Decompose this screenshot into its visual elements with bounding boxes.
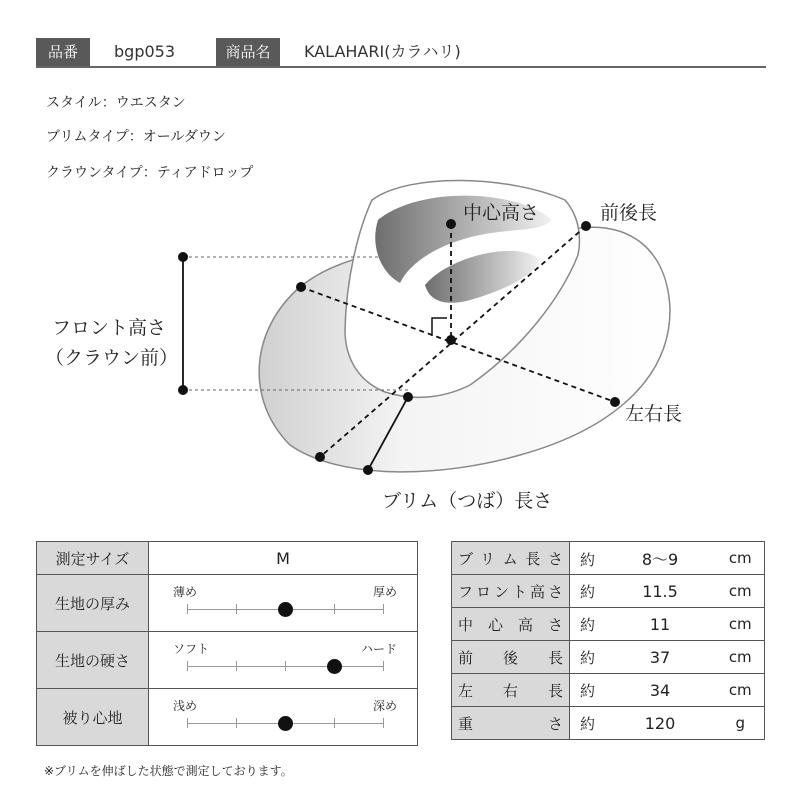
label-front-height: フロント高さ	[52, 317, 167, 339]
measure-unit: cm	[717, 542, 765, 575]
measure-label: 中心高さ	[458, 615, 563, 634]
measure-unit: cm	[717, 641, 765, 674]
table-row	[452, 707, 765, 740]
fit-depth-scale	[149, 689, 417, 745]
scale-low-label: 浅め	[173, 699, 198, 713]
spec-style: スタイル：ウエスタン	[46, 95, 186, 111]
attribute-label: 生地の硬さ	[37, 632, 149, 689]
scale-low-label: 薄め	[173, 585, 198, 599]
table-row	[37, 542, 418, 575]
measure-value: 120	[644, 713, 676, 733]
label-front-height-crown: （クラウン前）	[45, 347, 179, 369]
attribute-label: 被り心地	[37, 689, 149, 746]
label-front-back-length: 前後長	[600, 202, 658, 224]
fabric-attributes-table	[36, 541, 418, 746]
scale-low-label: ソフト	[173, 642, 210, 656]
measure-label: 前後長	[458, 648, 563, 667]
measure-unit: cm	[717, 608, 765, 641]
measure-value: 11	[649, 614, 671, 634]
table-row	[452, 608, 765, 641]
label-side-length: 左右長	[625, 403, 683, 425]
table-row	[452, 542, 765, 575]
approx-label: 約	[580, 615, 596, 634]
scale-marker	[278, 716, 293, 731]
stiffness-scale	[149, 632, 417, 688]
label-center-height: 中心高さ	[463, 202, 540, 224]
measure-unit: cm	[717, 575, 765, 608]
scale-high-label: ハード	[360, 642, 397, 656]
measure-value: 8〜9	[641, 549, 679, 569]
table-row	[452, 575, 765, 608]
table-row	[37, 575, 418, 632]
measure-label: 左右長	[458, 681, 563, 700]
scale-high-label: 厚め	[372, 585, 397, 599]
scale-marker	[278, 602, 293, 617]
spec-crown-type: クラウンタイプ：ティアドロップ	[46, 165, 254, 181]
approx-label: 約	[580, 648, 596, 667]
measure-value: 37	[649, 647, 671, 667]
measure-label: 重さ	[458, 714, 563, 733]
size-value: M	[149, 542, 418, 575]
scale-marker	[327, 659, 342, 674]
measurement-note: ※ブリムを伸ばした状態で測定しております。	[44, 764, 293, 778]
approx-label: 約	[580, 681, 596, 700]
spec-brim-type: ブリムタイプ：オールダウン	[46, 129, 226, 145]
table-row	[452, 641, 765, 674]
table-row	[37, 632, 418, 689]
measure-label: ブリム長さ	[458, 549, 563, 568]
product-name-label: 商品名	[216, 38, 280, 66]
item-number: bgp053	[114, 42, 176, 61]
attribute-label: 生地の厚み	[37, 575, 149, 632]
size-label: 測定サイズ	[37, 542, 149, 575]
measure-value: 11.5	[642, 581, 678, 601]
measure-value: 34	[649, 680, 671, 700]
measure-unit: g	[717, 707, 765, 740]
thickness-scale	[149, 575, 417, 631]
approx-label: 約	[580, 582, 596, 601]
measurements-table	[451, 541, 765, 740]
scale-high-label: 深め	[372, 699, 397, 713]
item-number-label: 品番	[36, 38, 90, 66]
product-name: KALAHARI(カラハリ)	[304, 42, 461, 61]
measure-label: フロント高さ	[458, 582, 563, 601]
table-row	[37, 689, 418, 746]
label-brim-length: ブリム（つば）長さ	[382, 490, 553, 512]
table-row	[452, 674, 765, 707]
approx-label: 約	[580, 714, 596, 733]
approx-label: 約	[580, 550, 596, 569]
measure-unit: cm	[717, 674, 765, 707]
